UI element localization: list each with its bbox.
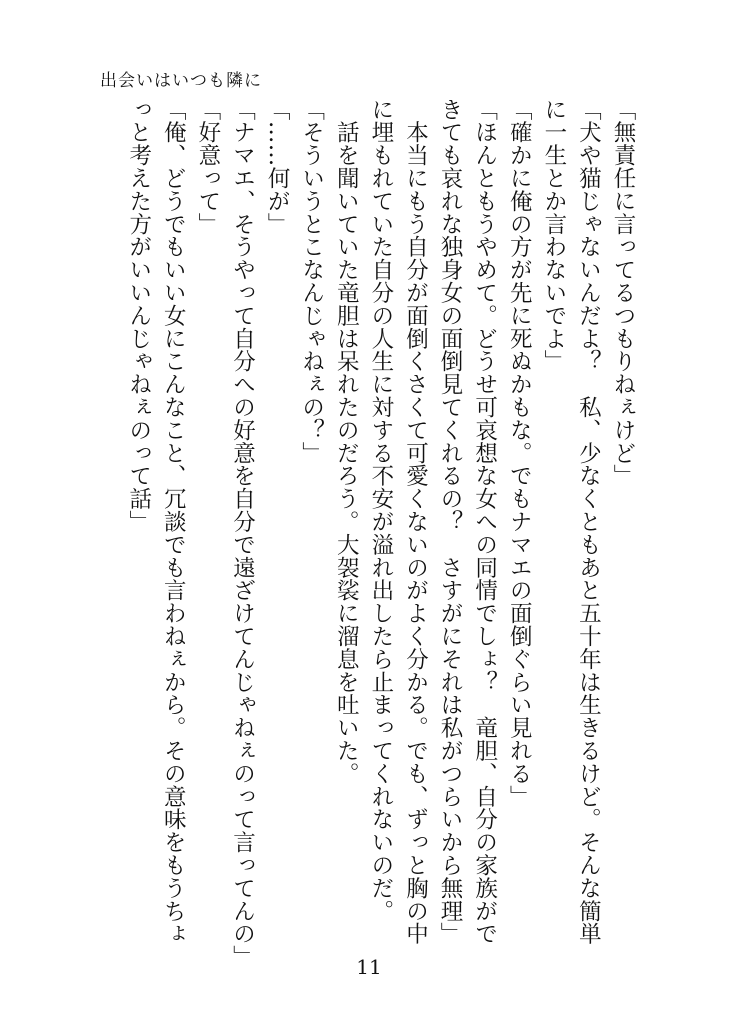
text-line: 「ほんともうやめて。どうせ可哀想な女への同情でしょ？ 竜胆、自分の家族がで [471,98,498,946]
text-line: に埋もれていた自分の人生に対する不安が溢れ出したら止まってくれないのだ。 [367,98,394,923]
text-line: 「犬や猫じゃないんだよ？ 私、少なくともあと五十年は生きるけど。そんな簡単 [575,98,602,946]
text-line: 「……何が」 [264,98,291,236]
text-line: 「ナマエ、そうやって自分への好意を自分で遠ざけてんじゃねぇのって言ってんの」 [229,98,256,969]
text-line: 「無責任に言ってるつもりねぇけど」 [610,98,636,488]
text-line: に一生とか言わないでよ」 [540,98,567,373]
text-line: 「確かに俺の方が先に死ぬかもな。でもナマエの面倒ぐらい見れる」 [506,98,533,808]
text-line: 「好意って」 [194,98,221,236]
text-line: 「そういうとこなんじゃねぇの？」 [298,98,325,465]
page-number: 11 [356,955,382,979]
text-line: きても哀れな独身女の面倒見てくれるの？ さすがにそれは私がつらいから無理」 [437,98,464,946]
text-line: 本当にもう自分が面倒くさくて可愛くないのがよく分かる。でも、ずっと胸の中 [402,98,429,946]
text-line: 話を聞いていた竜胆は呆れたのだろう。大袈裟に溜息を吐いた。 [333,98,360,785]
text-line: 「俺、どうでもいい女にこんなこと、冗談でも言わねぇから。その意味をもうちょ [160,98,187,946]
running-head: 出会いはいつも隣に [100,71,262,91]
text-line: っと考えた方がいいんじゃねぇのって話」 [125,98,152,534]
